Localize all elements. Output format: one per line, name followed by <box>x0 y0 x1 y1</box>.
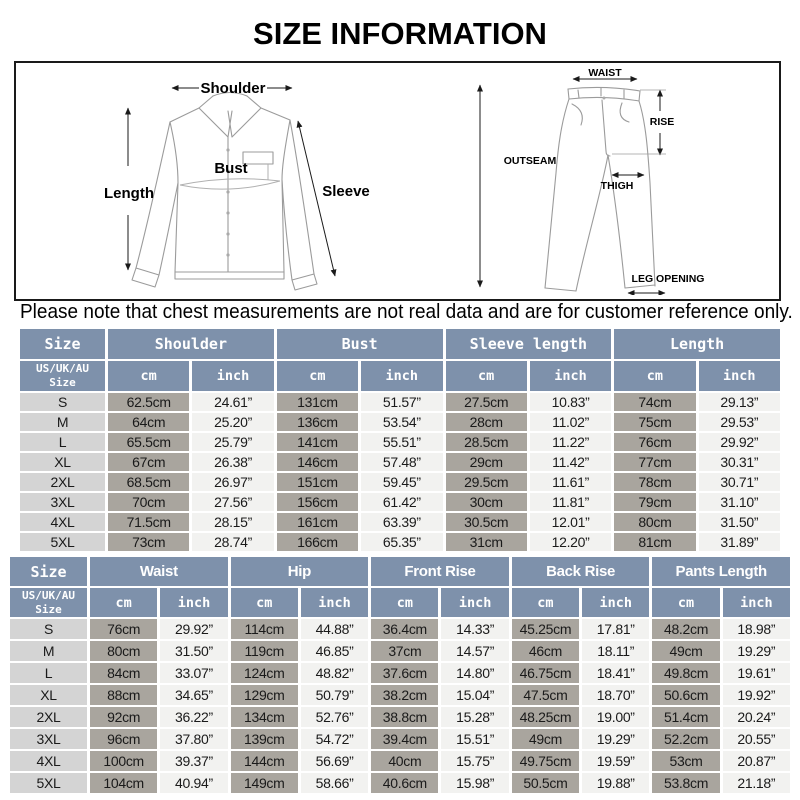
inch-value-cell: 20.24” <box>723 707 790 727</box>
column-group-header: Pants Length <box>652 557 790 586</box>
cm-value-cell: 31cm <box>446 533 527 551</box>
cm-unit-header: cm <box>614 361 695 391</box>
table-header <box>10 557 790 617</box>
cm-value-cell: 45.25cm <box>512 619 579 639</box>
pants-diagram <box>466 63 779 295</box>
group-header-row <box>20 329 780 359</box>
inch-value-cell: 19.00” <box>582 707 649 727</box>
inch-value-cell: 29.13” <box>699 393 780 411</box>
outseam-label: OUTSEAM <box>503 155 557 167</box>
cm-value-cell: 146cm <box>277 453 358 471</box>
size-row <box>10 707 790 727</box>
cm-value-cell: 77cm <box>614 453 695 471</box>
shirt-outline <box>132 93 317 291</box>
size-row <box>20 533 780 551</box>
size-row <box>10 751 790 771</box>
cm-value-cell: 50.6cm <box>652 685 719 705</box>
inch-value-cell: 28.15” <box>192 513 273 531</box>
size-row <box>20 473 780 491</box>
size-label-cell: 5XL <box>20 533 105 551</box>
cm-value-cell: 49cm <box>652 641 719 661</box>
size-standard-header <box>20 361 105 391</box>
inch-value-cell: 12.20” <box>530 533 611 551</box>
cm-value-cell: 92cm <box>90 707 157 727</box>
cm-value-cell: 37cm <box>371 641 438 661</box>
shoulder-label: Shoulder <box>200 80 266 97</box>
cm-value-cell: 29cm <box>446 453 527 471</box>
cm-value-cell: 141cm <box>277 433 358 451</box>
cm-value-cell: 124cm <box>231 663 298 683</box>
size-label-cell: 2XL <box>20 473 105 491</box>
column-group-header: Waist <box>90 557 228 586</box>
size-label-cell: L <box>10 663 87 683</box>
inch-value-cell: 19.29” <box>723 641 790 661</box>
cm-value-cell: 36.4cm <box>371 619 438 639</box>
inch-value-cell: 34.65” <box>160 685 227 705</box>
cm-value-cell: 48.2cm <box>652 619 719 639</box>
size-row <box>10 641 790 661</box>
size-row <box>20 433 780 451</box>
column-group-header: Front Rise <box>371 557 509 586</box>
column-group-header: Back Rise <box>512 557 650 586</box>
inch-value-cell: 39.37” <box>160 751 227 771</box>
size-label-cell: XL <box>20 453 105 471</box>
inch-value-cell: 11.81” <box>530 493 611 511</box>
reference-note: Please note that chest measurements are not real data and are for customer reference only. <box>20 301 793 323</box>
size-row <box>10 685 790 705</box>
size-row <box>10 619 790 639</box>
cm-value-cell: 49.75cm <box>512 751 579 771</box>
inch-value-cell: 48.82” <box>301 663 368 683</box>
size-row <box>20 513 780 531</box>
cm-value-cell: 38.8cm <box>371 707 438 727</box>
inch-value-cell: 57.48” <box>361 453 442 471</box>
size-row <box>10 773 790 793</box>
inch-value-cell: 17.81” <box>582 619 649 639</box>
inch-value-cell: 31.10” <box>699 493 780 511</box>
size-label-cell: S <box>10 619 87 639</box>
sleeve-label: Sleeve <box>322 183 370 200</box>
cm-value-cell: 84cm <box>90 663 157 683</box>
inch-value-cell: 26.97” <box>192 473 273 491</box>
inch-value-cell: 58.66” <box>301 773 368 793</box>
inch-value-cell: 11.22” <box>530 433 611 451</box>
cm-value-cell: 73cm <box>108 533 189 551</box>
inch-value-cell: 10.83” <box>530 393 611 411</box>
cm-value-cell: 156cm <box>277 493 358 511</box>
inch-value-cell: 18.11” <box>582 641 649 661</box>
page-title: SIZE INFORMATION <box>253 16 547 51</box>
cm-value-cell: 80cm <box>90 641 157 661</box>
inch-value-cell: 36.22” <box>160 707 227 727</box>
inch-value-cell: 15.04” <box>441 685 508 705</box>
inch-value-cell: 30.31” <box>699 453 780 471</box>
cm-value-cell: 47.5cm <box>512 685 579 705</box>
inch-value-cell: 14.80” <box>441 663 508 683</box>
unit-header-row <box>10 588 790 617</box>
inch-value-cell: 20.87” <box>723 751 790 771</box>
inch-unit-header: inch <box>699 361 780 391</box>
cm-value-cell: 62.5cm <box>108 393 189 411</box>
cm-unit-header: cm <box>231 588 298 617</box>
size-label-cell: 2XL <box>10 707 87 727</box>
inch-value-cell: 26.38” <box>192 453 273 471</box>
inch-value-cell: 51.57” <box>361 393 442 411</box>
inch-value-cell: 31.50” <box>699 513 780 531</box>
size-row <box>10 729 790 749</box>
inch-value-cell: 11.02” <box>530 413 611 431</box>
inch-value-cell: 19.92” <box>723 685 790 705</box>
size-standard-line2: Size <box>35 602 62 616</box>
cm-value-cell: 38.2cm <box>371 685 438 705</box>
size-label-cell: M <box>20 413 105 431</box>
cm-value-cell: 30cm <box>446 493 527 511</box>
waist-label: WAIST <box>588 67 622 79</box>
cm-value-cell: 144cm <box>231 751 298 771</box>
table-body <box>10 619 790 793</box>
column-group-header: Length <box>614 329 780 359</box>
inch-value-cell: 15.28” <box>441 707 508 727</box>
cm-value-cell: 39.4cm <box>371 729 438 749</box>
cm-value-cell: 80cm <box>614 513 695 531</box>
cm-value-cell: 81cm <box>614 533 695 551</box>
unit-header-row <box>20 361 780 391</box>
inch-value-cell: 56.69” <box>301 751 368 771</box>
cm-value-cell: 27.5cm <box>446 393 527 411</box>
inch-value-cell: 50.79” <box>301 685 368 705</box>
cm-value-cell: 46cm <box>512 641 579 661</box>
cm-value-cell: 49cm <box>512 729 579 749</box>
cm-value-cell: 139cm <box>231 729 298 749</box>
inch-value-cell: 14.33” <box>441 619 508 639</box>
inch-value-cell: 59.45” <box>361 473 442 491</box>
cm-value-cell: 134cm <box>231 707 298 727</box>
inch-value-cell: 21.18” <box>723 773 790 793</box>
size-standard-line2: Size <box>49 376 76 389</box>
inch-value-cell: 15.75” <box>441 751 508 771</box>
inch-value-cell: 44.88” <box>301 619 368 639</box>
cm-value-cell: 71.5cm <box>108 513 189 531</box>
cm-value-cell: 161cm <box>277 513 358 531</box>
inch-value-cell: 61.42” <box>361 493 442 511</box>
cm-value-cell: 30.5cm <box>446 513 527 531</box>
size-label-cell: 3XL <box>20 493 105 511</box>
cm-value-cell: 48.25cm <box>512 707 579 727</box>
inch-value-cell: 14.57” <box>441 641 508 661</box>
inch-value-cell: 29.92” <box>160 619 227 639</box>
cm-value-cell: 37.6cm <box>371 663 438 683</box>
cm-value-cell: 28cm <box>446 413 527 431</box>
cm-value-cell: 79cm <box>614 493 695 511</box>
cm-unit-header: cm <box>446 361 527 391</box>
inch-value-cell: 54.72” <box>301 729 368 749</box>
shirt-size-table <box>17 327 783 553</box>
inch-unit-header: inch <box>160 588 227 617</box>
length-label: Length <box>104 185 154 202</box>
inch-value-cell: 18.41” <box>582 663 649 683</box>
size-label-cell: XL <box>10 685 87 705</box>
inch-value-cell: 27.56” <box>192 493 273 511</box>
rise-label: RISE <box>649 116 675 128</box>
size-standard-line1: US/UK/AU <box>36 362 89 376</box>
inch-value-cell: 30.71” <box>699 473 780 491</box>
size-label-cell: L <box>20 433 105 451</box>
inch-value-cell: 18.98” <box>723 619 790 639</box>
cm-value-cell: 64cm <box>108 413 189 431</box>
size-label-cell: 3XL <box>10 729 87 749</box>
column-group-header: Sleeve length <box>446 329 612 359</box>
cm-value-cell: 166cm <box>277 533 358 551</box>
cm-value-cell: 119cm <box>231 641 298 661</box>
inch-value-cell: 40.94” <box>160 773 227 793</box>
inch-value-cell: 37.80” <box>160 729 227 749</box>
column-group-header: Hip <box>231 557 369 586</box>
inch-unit-header: inch <box>723 588 790 617</box>
size-standard-line1: US/UK/AU <box>22 588 75 602</box>
size-standard-header <box>10 588 87 617</box>
size-row <box>20 493 780 511</box>
cm-unit-header: cm <box>512 588 579 617</box>
inch-value-cell: 31.89” <box>699 533 780 551</box>
size-row <box>20 393 780 411</box>
cm-value-cell: 74cm <box>614 393 695 411</box>
inch-value-cell: 25.79” <box>192 433 273 451</box>
bust-label: Bust <box>214 160 248 177</box>
inch-value-cell: 12.01” <box>530 513 611 531</box>
cm-value-cell: 78cm <box>614 473 695 491</box>
cm-value-cell: 53cm <box>652 751 719 771</box>
group-header-row <box>10 557 790 586</box>
size-label-cell: M <box>10 641 87 661</box>
cm-value-cell: 75cm <box>614 413 695 431</box>
inch-value-cell: 20.55” <box>723 729 790 749</box>
leg-opening-label: LEG OPENING <box>631 273 705 285</box>
size-label-cell: 5XL <box>10 773 87 793</box>
size-label-cell: 4XL <box>20 513 105 531</box>
inch-unit-header: inch <box>582 588 649 617</box>
inch-value-cell: 46.85” <box>301 641 368 661</box>
inch-value-cell: 19.29” <box>582 729 649 749</box>
cm-value-cell: 76cm <box>90 619 157 639</box>
pants-measure-arrows <box>480 79 666 293</box>
cm-value-cell: 40cm <box>371 751 438 771</box>
cm-unit-header: cm <box>371 588 438 617</box>
cm-value-cell: 131cm <box>277 393 358 411</box>
table-header <box>20 329 780 391</box>
inch-value-cell: 29.53” <box>699 413 780 431</box>
cm-value-cell: 52.2cm <box>652 729 719 749</box>
inch-value-cell: 15.98” <box>441 773 508 793</box>
cm-value-cell: 68.5cm <box>108 473 189 491</box>
inch-unit-header: inch <box>441 588 508 617</box>
inch-unit-header: inch <box>192 361 273 391</box>
inch-value-cell: 19.61” <box>723 663 790 683</box>
column-group-header: Bust <box>277 329 443 359</box>
inch-value-cell: 28.74” <box>192 533 273 551</box>
size-row <box>20 413 780 431</box>
cm-value-cell: 136cm <box>277 413 358 431</box>
inch-unit-header: inch <box>361 361 442 391</box>
size-column-header: Size <box>10 557 87 586</box>
inch-value-cell: 33.07” <box>160 663 227 683</box>
size-row <box>10 663 790 683</box>
cm-value-cell: 88cm <box>90 685 157 705</box>
size-row <box>20 453 780 471</box>
cm-value-cell: 149cm <box>231 773 298 793</box>
size-label-cell: S <box>20 393 105 411</box>
cm-value-cell: 46.75cm <box>512 663 579 683</box>
inch-value-cell: 19.88” <box>582 773 649 793</box>
inch-value-cell: 11.42” <box>530 453 611 471</box>
inch-value-cell: 15.51” <box>441 729 508 749</box>
cm-value-cell: 40.6cm <box>371 773 438 793</box>
cm-value-cell: 104cm <box>90 773 157 793</box>
cm-value-cell: 49.8cm <box>652 663 719 683</box>
inch-value-cell: 19.59” <box>582 751 649 771</box>
inch-value-cell: 55.51” <box>361 433 442 451</box>
column-group-header: Shoulder <box>108 329 274 359</box>
inch-value-cell: 52.76” <box>301 707 368 727</box>
table-body <box>20 393 780 551</box>
cm-value-cell: 100cm <box>90 751 157 771</box>
cm-value-cell: 29.5cm <box>446 473 527 491</box>
cm-value-cell: 51.4cm <box>652 707 719 727</box>
thigh-label: THIGH <box>600 180 634 192</box>
cm-value-cell: 65.5cm <box>108 433 189 451</box>
cm-unit-header: cm <box>108 361 189 391</box>
inch-value-cell: 31.50” <box>160 641 227 661</box>
measurement-diagram-box <box>14 61 781 301</box>
size-label-cell: 4XL <box>10 751 87 771</box>
inch-unit-header: inch <box>301 588 368 617</box>
cm-unit-header: cm <box>652 588 719 617</box>
cm-value-cell: 129cm <box>231 685 298 705</box>
inch-value-cell: 18.70” <box>582 685 649 705</box>
cm-value-cell: 151cm <box>277 473 358 491</box>
inch-value-cell: 24.61” <box>192 393 273 411</box>
inch-value-cell: 29.92” <box>699 433 780 451</box>
inch-value-cell: 53.54” <box>361 413 442 431</box>
inch-unit-header: inch <box>530 361 611 391</box>
size-column-header: Size <box>20 329 105 359</box>
inch-value-cell: 65.35” <box>361 533 442 551</box>
cm-unit-header: cm <box>277 361 358 391</box>
pants-size-table <box>7 555 793 795</box>
cm-value-cell: 114cm <box>231 619 298 639</box>
cm-value-cell: 70cm <box>108 493 189 511</box>
cm-value-cell: 28.5cm <box>446 433 527 451</box>
cm-value-cell: 96cm <box>90 729 157 749</box>
cm-value-cell: 50.5cm <box>512 773 579 793</box>
cm-unit-header: cm <box>90 588 157 617</box>
inch-value-cell: 63.39” <box>361 513 442 531</box>
cm-value-cell: 76cm <box>614 433 695 451</box>
inch-value-cell: 11.61” <box>530 473 611 491</box>
cm-value-cell: 67cm <box>108 453 189 471</box>
cm-value-cell: 53.8cm <box>652 773 719 793</box>
shirt-diagram <box>16 63 466 295</box>
inch-value-cell: 25.20” <box>192 413 273 431</box>
